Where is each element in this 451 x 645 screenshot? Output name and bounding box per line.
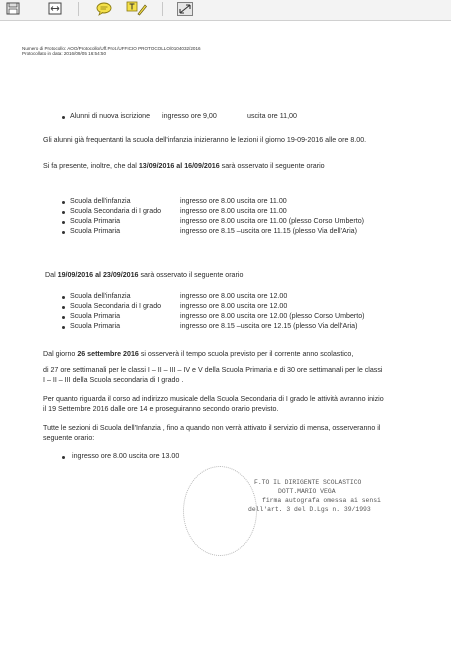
protocol-date: Protocollato in data: 2016/09/05 16:54:50 [22, 51, 107, 56]
list-item: ingresso ore 8.00 uscita ore 12.00 (plesso Corso Umberto) [180, 312, 365, 320]
new-enrol-in: ingresso ore 9,00 [162, 112, 217, 120]
list-item: Scuola Primaria [70, 217, 121, 225]
paragraph-already-enrolled: Gli alunni già frequentanti la scuola dell'infanzia inizieranno le lezioni il giorno 19-09-2016 alle ore 8.00. [43, 136, 367, 144]
paragraph-weekly-hours-1: di 27 ore settimanali per le classi I – II – III – IV e V della Scuola Primaria e di 30 ore settimanali per le classi [43, 366, 383, 374]
list-item: Scuola Primaria [70, 227, 121, 235]
list-item: Scuola Primaria [70, 312, 121, 320]
paragraph-from-date: Dal giorno 26 settembre 2016 si osserverà il tempo scuola previsto per il corrente anno scolastico, [43, 350, 354, 358]
list-item: ingresso ore 8.00 uscita ore 11.00 [180, 197, 287, 205]
list-item: ingresso ore 8.15 –uscita ore 11.15 (plesso Via dell'Aria) [180, 227, 357, 235]
list-item: ingresso ore 8.00 uscita ore 11.00 [180, 207, 287, 215]
paragraph-period1: Si fa presente, inoltre, che dal 13/09/2016 al 16/09/2016 sarà osservato il seguente orario [43, 162, 325, 170]
paragraph-weekly-hours-2: I – II – III della Scuola secondaria di I grado . [43, 376, 184, 384]
paragraph-music-1: Per quanto riguarda il corso ad indirizzo musicale della Scuola Secondaria di I grado le attività avranno inizio [43, 395, 384, 403]
signature-line-3: firma autografa omessa ai sensi [262, 497, 381, 504]
bullet [62, 116, 65, 119]
list-item: ingresso ore 8.15 –uscita ore 12.15 (plesso Via dell'Aria) [180, 322, 358, 330]
new-enrol-out: uscita ore 11,00 [247, 112, 297, 120]
protocol-number: Numero di Protocollo: AOO/Protocollo/Uff.Prot./UFFICIO PROTOCOLLO/0104032/2016 [22, 46, 201, 51]
text-edit-icon[interactable] [124, 0, 150, 17]
paragraph-music-2: il 19 Settembre 2016 dalle ore 14 e proseguiranno secondo orario previsto. [43, 405, 279, 413]
list-item: ingresso ore 8.00 uscita ore 12.00 [180, 292, 288, 300]
paragraph-period2: Dal 19/09/2016 al 23/09/2016 sarà osservato il seguente orario [45, 271, 244, 279]
signature-line-1: F.TO IL DIRIGENTE SCOLASTICO [254, 479, 362, 486]
paragraph-infancy-2: seguente orario: [43, 434, 95, 442]
bullet [62, 456, 65, 459]
document-page [0, 21, 451, 645]
list-item: ingresso ore 8.00 uscita ore 12.00 [180, 302, 288, 310]
list-item: Scuola dell'infanzia [70, 292, 131, 300]
comment-icon[interactable] [91, 0, 117, 17]
signature-line-2: DOTT.MARIO VEGA [278, 488, 336, 495]
list-item: Scuola Primaria [70, 322, 121, 330]
paragraph-infancy-1: Tutte le sezioni di Scuola dell'Infanzia , fino a quando non verrà attivato il servizio di mensa, osserveranno il [43, 424, 381, 432]
new-enrol-label: Alunni di nuova iscrizione [70, 112, 151, 120]
list-item: Scuola Secondaria di I grado [70, 302, 162, 310]
list-item: Scuola Secondaria di I grado [70, 207, 162, 215]
fit-page-icon[interactable] [42, 0, 68, 17]
save-icon[interactable] [0, 0, 26, 17]
list-item: Scuola dell'infanzia [70, 197, 131, 205]
fullscreen-icon[interactable] [172, 0, 198, 17]
infancy-hours: ingresso ore 8.00 uscita ore 13.00 [72, 452, 180, 460]
signature-line-4: dell'art. 3 del D.Lgs n. 39/1993 [248, 506, 371, 513]
list-item: ingresso ore 8.00 uscita ore 11.00 (plesso Corso Umberto) [180, 217, 365, 225]
viewer-toolbar [0, 0, 451, 21]
school-stamp [183, 466, 257, 556]
